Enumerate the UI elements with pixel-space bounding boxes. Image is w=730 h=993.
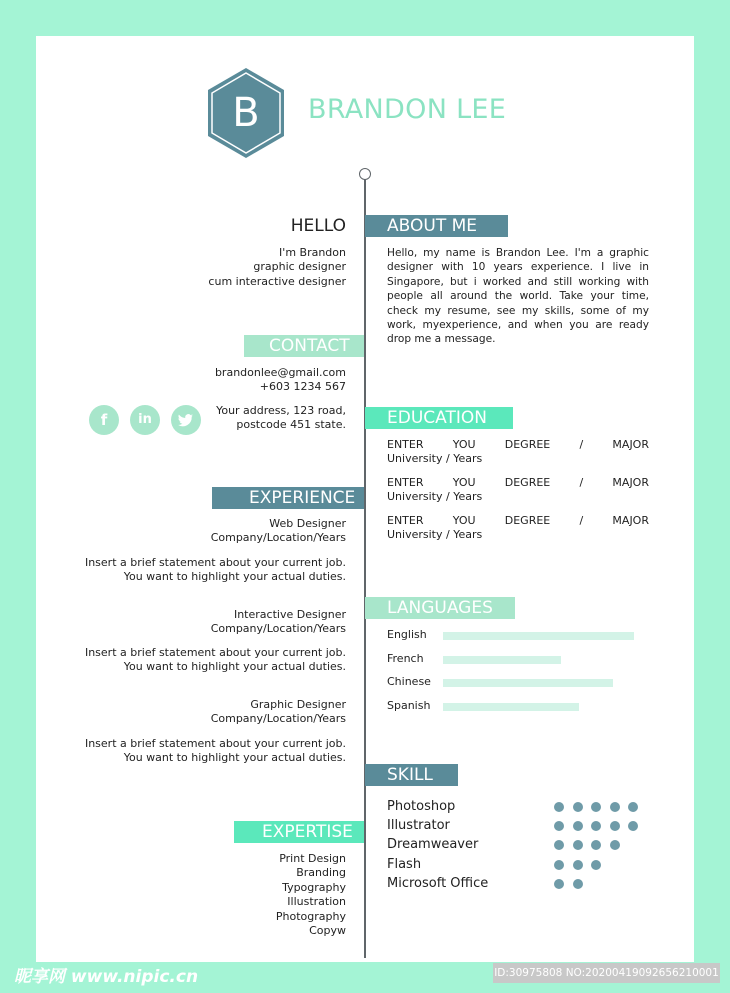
- hello-line: I'm Brandon: [279, 246, 346, 259]
- language-label: Spanish: [387, 699, 431, 713]
- skill-label: Illustrator: [387, 818, 450, 834]
- skill-rating-dot: [573, 821, 583, 831]
- expertise-item: Photography: [275, 909, 346, 923]
- skill-rating-dot: [610, 840, 620, 850]
- edu-word: MAJOR: [612, 476, 649, 489]
- edu-word: MAJOR: [612, 514, 649, 527]
- timeline-start-dot: [359, 168, 371, 180]
- watermark-id: ID:30975808 NO:20200419092656210001: [493, 963, 720, 983]
- contact-phone: +603 1234 567: [259, 380, 346, 394]
- hello-intro: [180, 246, 346, 289]
- job-desc-line: Insert a brief statement about your current job.: [84, 646, 346, 659]
- edu-word: ENTER: [387, 438, 424, 451]
- job-description: [80, 556, 346, 585]
- contact-address: [180, 404, 346, 433]
- job-entry: [100, 608, 346, 637]
- edu-word: YOU: [452, 476, 476, 489]
- edu-word: DEGREE: [504, 438, 551, 451]
- job-company: Company/Location/Years: [210, 622, 346, 636]
- skill-rating-dot: [591, 860, 601, 870]
- education-heading: EDUCATION: [365, 407, 513, 429]
- skill-rating-dot: [573, 802, 583, 812]
- skill-rating-dot: [610, 802, 620, 812]
- skill-rating-dot: [628, 802, 638, 812]
- skill-rating-dot: [554, 860, 564, 870]
- language-label: French: [387, 651, 424, 665]
- about-heading: ABOUT ME: [365, 215, 508, 237]
- logo-initial: B: [232, 90, 260, 136]
- skill-rating-dot: [554, 879, 564, 889]
- expertise-item: Copyw: [309, 924, 346, 938]
- skill-label: Flash: [387, 856, 422, 872]
- job-description: [80, 737, 346, 766]
- contact-email[interactable]: brandonlee@gmail.com: [214, 366, 346, 379]
- hello-line: cum interactive designer: [208, 274, 346, 288]
- edu-word: DEGREE: [504, 476, 551, 489]
- edu-word: DEGREE: [504, 514, 551, 527]
- hello-line: graphic designer: [253, 260, 346, 274]
- edu-word: YOU: [452, 438, 476, 451]
- job-title: Graphic Designer: [250, 698, 346, 711]
- expertise-item: Typography: [282, 880, 346, 894]
- contact-heading: CONTACT: [244, 335, 364, 357]
- expertise-list: [200, 852, 346, 938]
- skill-label: Microsoft Office: [387, 875, 489, 891]
- skill-rating-dot: [554, 802, 564, 812]
- about-text: Hello, my name is Brandon Lee. I'm a graphic designer with 10 years experience. I live in Singapore, but i worked and still working with people all around the world. Take your time, check my resume, see my skills, some of my work, myexperience, and when you are ready drop me a message.: [387, 247, 649, 346]
- edu-university: University / Years: [387, 528, 483, 542]
- language-level-bar: [443, 656, 561, 664]
- language-level-bar: [443, 703, 579, 711]
- skill-label: Photoshop: [387, 799, 456, 814]
- skill-heading: SKILL: [365, 764, 458, 786]
- edu-word: ENTER: [387, 514, 424, 527]
- job-company: Company/Location/Years: [210, 531, 346, 545]
- experience-heading: EXPERIENCE: [212, 487, 364, 509]
- edu-university: University / Years: [387, 452, 483, 466]
- job-entry: [100, 698, 346, 727]
- expertise-item: Branding: [296, 866, 346, 880]
- facebook-icon[interactable]: f: [89, 405, 119, 435]
- edu-word: MAJOR: [612, 438, 649, 451]
- language-label: Chinese: [387, 675, 431, 689]
- edu-word: /: [579, 438, 584, 451]
- watermark-logo: 昵享网 www.nipic.cn: [14, 967, 199, 987]
- edu-university: University / Years: [387, 490, 483, 504]
- edu-word: YOU: [452, 514, 476, 527]
- job-desc-line: You want to highlight your actual duties.: [123, 660, 346, 674]
- job-company: Company/Location/Years: [210, 712, 346, 726]
- expertise-item: Print Design: [279, 852, 346, 865]
- job-title: Interactive Designer: [233, 608, 346, 621]
- twitter-bird-icon: [171, 405, 201, 435]
- candidate-name: BRANDON LEE: [308, 94, 507, 125]
- hello-heading: HELLO: [290, 216, 346, 236]
- job-desc-line: You want to highlight your actual duties.: [123, 570, 346, 584]
- skill-label: Dreamweaver: [387, 837, 479, 853]
- languages-heading: LANGUAGES: [365, 597, 515, 619]
- address-line: Your address, 123 road,: [216, 404, 346, 417]
- language-level-bar: [443, 679, 613, 687]
- twitter-icon[interactable]: [171, 405, 201, 435]
- job-desc-line: You want to highlight your actual duties.: [123, 751, 346, 765]
- education-entry: [387, 476, 649, 505]
- job-entry: [100, 517, 346, 546]
- skill-rating-dot: [573, 840, 583, 850]
- contact-details: [180, 366, 346, 395]
- job-description: [80, 646, 346, 675]
- skill-rating-dot: [573, 879, 583, 889]
- education-entry: [387, 438, 649, 467]
- edu-word: ENTER: [387, 476, 424, 489]
- expertise-heading: EXPERTISE: [234, 821, 364, 843]
- language-label: English: [387, 628, 427, 641]
- linkedin-icon[interactable]: in: [130, 405, 160, 435]
- job-desc-line: Insert a brief statement about your current job.: [84, 737, 346, 750]
- skill-rating-dot: [573, 860, 583, 870]
- skill-rating-dot: [610, 821, 620, 831]
- language-level-bar: [443, 632, 634, 640]
- education-entry: [387, 514, 649, 543]
- expertise-item: Illustration: [287, 895, 346, 909]
- skill-rating-dot: [591, 802, 601, 812]
- edu-word: /: [579, 514, 584, 527]
- job-desc-line: Insert a brief statement about your current job.: [84, 556, 346, 569]
- job-title: Web Designer: [269, 517, 346, 530]
- edu-word: /: [579, 476, 584, 489]
- timeline-line: [364, 178, 366, 958]
- address-line: postcode 451 state.: [236, 418, 346, 432]
